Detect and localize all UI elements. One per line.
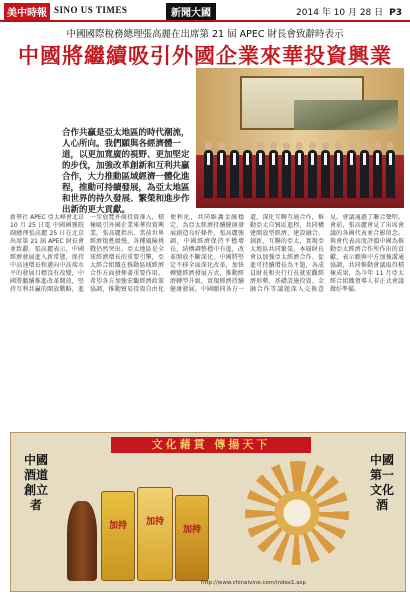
photo-person [347, 150, 356, 198]
photo-person [373, 150, 382, 198]
ad-left-slogan: 中國酒道創立者 [23, 453, 48, 512]
photo-person [308, 150, 317, 198]
photo-person [243, 150, 252, 198]
ad-right-slogan: 中國第一文化酒 [369, 453, 394, 512]
page-number: P3 [389, 8, 402, 18]
gift-box-label: 加持 [108, 521, 127, 531]
gift-box-label: 加持 [182, 525, 201, 535]
liquor-advertisement[interactable] [10, 432, 406, 592]
photo-person [386, 150, 395, 198]
paper-name-en: SINO US TIMES [54, 5, 128, 15]
photo-person [321, 150, 330, 198]
paper-name-cn: 美中時報 [4, 3, 50, 20]
gift-box [101, 491, 135, 581]
photo-person [204, 150, 213, 198]
article-body: 新華社 APEC 亞太峰會北京 10 月 25 日電 中國國務院副總理張高麗 25 日在北京出席第 21 屆 APEC 財長會並致辭。張高麗表示，中國經濟發展進入新常態，保持中高速增長和邁向中高端水平的發展目標沒有改變，中國將繼續推進改革開放，堅持互利共贏的開放戰略，進一步放寬外商投資准入，積極吸引外國企業來華投資興業。張高麗指出，當前世界經濟復甦緩慢，各種風險挑戰仍然突出。亞太地區是全球經濟增長的重要引擎，亞太經合組織在推動區域經濟合作方面發揮著重要作用。希望各方加強宏觀經濟政策協調，推動貿易投資自由化便利化，共同維護金融穩定，為亞太經濟持續健康發展創造良好條件。張高麗強調，中國經濟保持平穩增長，結構調整穩中有進，改革開放不斷深化。中國將堅定不移全面深化改革，加快轉變經濟發展方式，推動經濟轉型升級，實現經濟持續健康發展。中國願同各方一道，深化互聯互通合作，推動亞太自貿區進程，共同構建開放型經濟，建設融合、創新、互聯的亞太，實現亞太地區共同繁榮。本屆財長會以加強亞太經濟合作、促進可持續增長為主題，各成員財長和央行行長就宏觀經濟形勢、基礎設施投資、金融合作等議題深入交換意見。會議通過了聯合聲明。會前，張高麗會見了出席會議的各國代表並合影留念。與會代表高度評價中國為推動亞太經濟合作所作出的貢獻，表示願與中方加強溝通協調，共同推動會議取得積極成果，為今年 11 月亞太經合組織領導人非正式會議做好準備。 [10, 214, 404, 293]
photo-painting [240, 76, 364, 130]
article-headline: 中國將繼續吸引外國企業來華投資興業 [18, 44, 392, 68]
gift-box-label: 加持 [145, 517, 164, 527]
photo-person [269, 150, 278, 198]
liquor-bottle [67, 501, 97, 581]
pull-quote: 合作共贏是亞太地區的時代潮流，人心所向。我們願與各經濟體一道，以更加寬廣的視野、更加堅定的步伐，加強改革創新和互利共贏合作，大力推動區域經濟一體化進程，推動可持續發展，為亞太地區和世界的持久發展、繁榮和進步作出新的更大貢獻。 [62, 128, 190, 215]
masthead [0, 0, 410, 22]
ad-url[interactable]: http://www.chinaivine.com/index1.asp [201, 580, 307, 586]
issue-date-row [296, 5, 402, 18]
photo-person [295, 150, 304, 198]
section-label: 新聞大國 [166, 3, 216, 20]
news-photo [196, 68, 404, 208]
chrysanthemum-graphic [245, 461, 349, 565]
photo-person [217, 150, 226, 198]
article-subhead: 中國國際稅務總理張高麗在出席第 21 屆 APEC 財長會致辭時表示 [66, 29, 344, 40]
ad-banner: 文化藉貫 傳揚天下 [111, 437, 311, 453]
photo-person [230, 150, 239, 198]
issue-date: 2014 年 10 月 28 日 [296, 8, 384, 18]
photo-person [282, 150, 291, 198]
photo-person [334, 150, 343, 198]
gift-box [137, 487, 173, 581]
photo-person [256, 150, 265, 198]
photo-person [360, 150, 369, 198]
gift-box [175, 495, 209, 581]
